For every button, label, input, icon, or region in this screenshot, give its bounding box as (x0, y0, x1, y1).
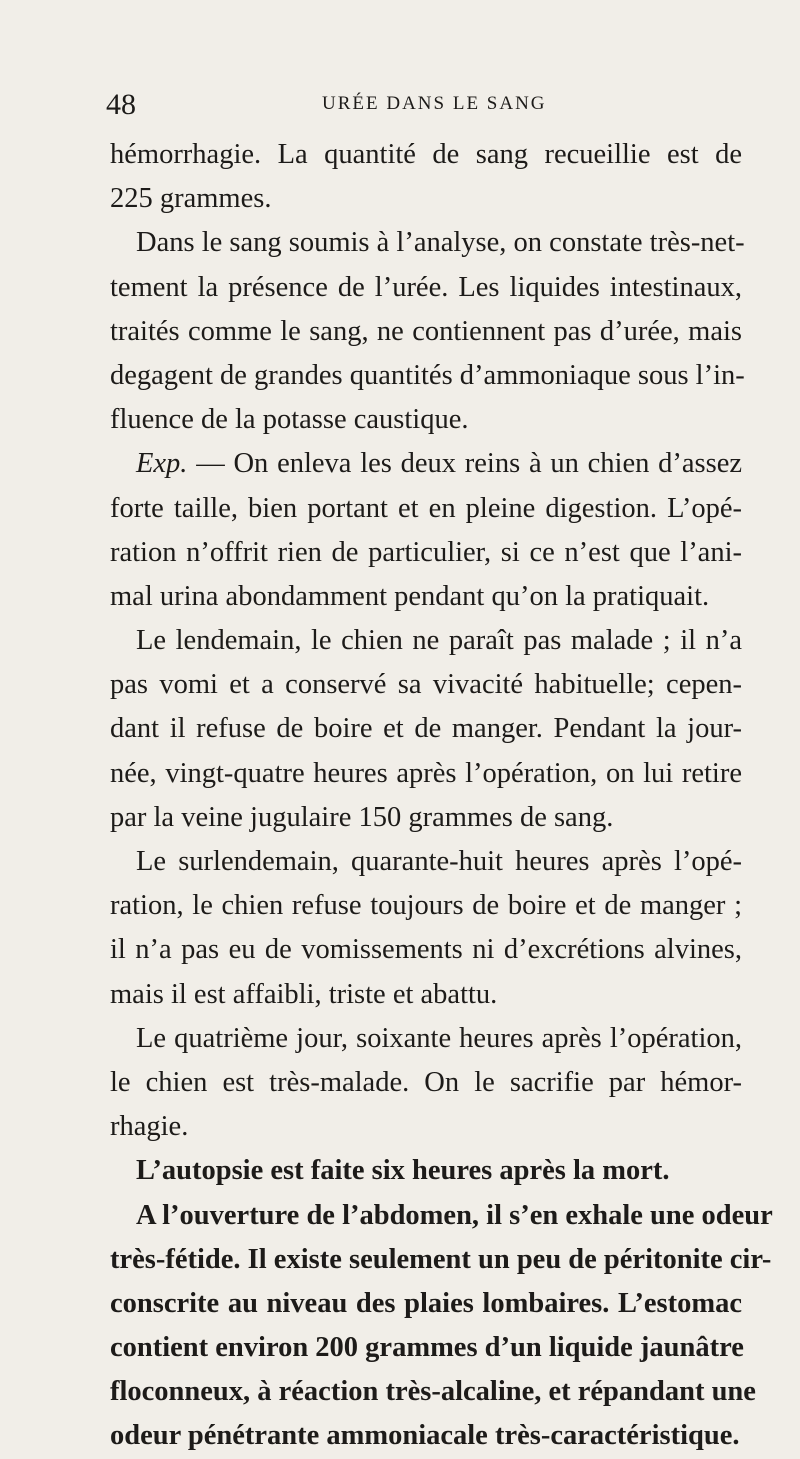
body-text (110, 133, 773, 1459)
text-line: très-fétide. Il existe seulement un peu de péritonite cir- (110, 1243, 772, 1275)
text-line: rhagie. (110, 1111, 189, 1143)
text-line: floconneux, à réaction très-alcaline, et répandant une (110, 1376, 756, 1408)
text-line: ration, le chien refuse toujours de boire et de manger ; (110, 890, 742, 922)
text-line: odeur pénétrante ammoniacale très-caractéristique. (110, 1420, 740, 1452)
text-line: née, vingt-quatre heures après l’opération, on lui retire (110, 757, 742, 789)
line-text: — On enleva les deux reins à un chien d’assez (187, 448, 742, 480)
text-line: mais il est affaibli, triste et abattu. (110, 978, 498, 1010)
text-line: fluence de la potasse caustique. (110, 404, 469, 436)
text-line: Dans le sang soumis à l’analyse, on constate très-net- (136, 227, 745, 259)
text-line: pas vomi et a conservé sa vivacité habituelle; cepen- (110, 669, 742, 701)
text-line: conscrite au niveau des plaies lombaires. L’estomac (110, 1287, 742, 1319)
bold-text-block (110, 1149, 773, 1458)
text-line (110, 442, 742, 486)
regular-text-block (110, 133, 745, 1149)
running-title: URÉE DANS LE SANG (322, 93, 547, 114)
text-line: Le surlendemain, quarante-huit heures après l’opé- (136, 846, 742, 877)
text-line: contient environ 200 grammes d’un liquide jaunâtre (110, 1332, 744, 1364)
text-line: traités comme le sang, ne contiennent pas d’urée, mais (110, 315, 742, 347)
page-header (106, 84, 756, 124)
text-line: dant il refuse de boire et de manger. Pendant la jour- (110, 713, 742, 745)
text-line: ration n’offrit rien de particulier, si ce n’est que l’ani- (110, 536, 742, 568)
text-line: forte taille, bien portant et en pleine digestion. L’opé- (110, 492, 742, 524)
text-line: A l’ouverture de l’abdomen, il s’en exhale une odeur (136, 1199, 773, 1231)
text-line: Le lendemain, le chien ne paraît pas malade ; il n’a (136, 625, 742, 657)
text-line: 225 grammes. (110, 183, 272, 215)
text-line: hémorrhagie. La quantité de sang recueillie est de (110, 139, 742, 170)
text-line: mal urina abondamment pendant qu’on la pratiquait. (110, 580, 710, 612)
page-number: 48 (106, 88, 136, 121)
text-line: degagent de grandes quantités d’ammoniaque sous l’in- (110, 359, 745, 391)
text-line: il n’a pas eu de vomissements ni d’excrétions alvines, (110, 934, 742, 966)
text-line: par la veine jugulaire 150 grammes de sang. (110, 801, 614, 833)
text-line: le chien est très-malade. On le sacrifie par hémor- (110, 1066, 742, 1098)
italic-text: Exp. (136, 448, 188, 480)
text-line: tement la présence de l’urée. Les liquides intestinaux, (110, 271, 742, 303)
text-line: Le quatrième jour, soixante heures après l’opération, (136, 1022, 742, 1054)
text-line: L’autopsie est faite six heures après la mort. (136, 1155, 670, 1187)
